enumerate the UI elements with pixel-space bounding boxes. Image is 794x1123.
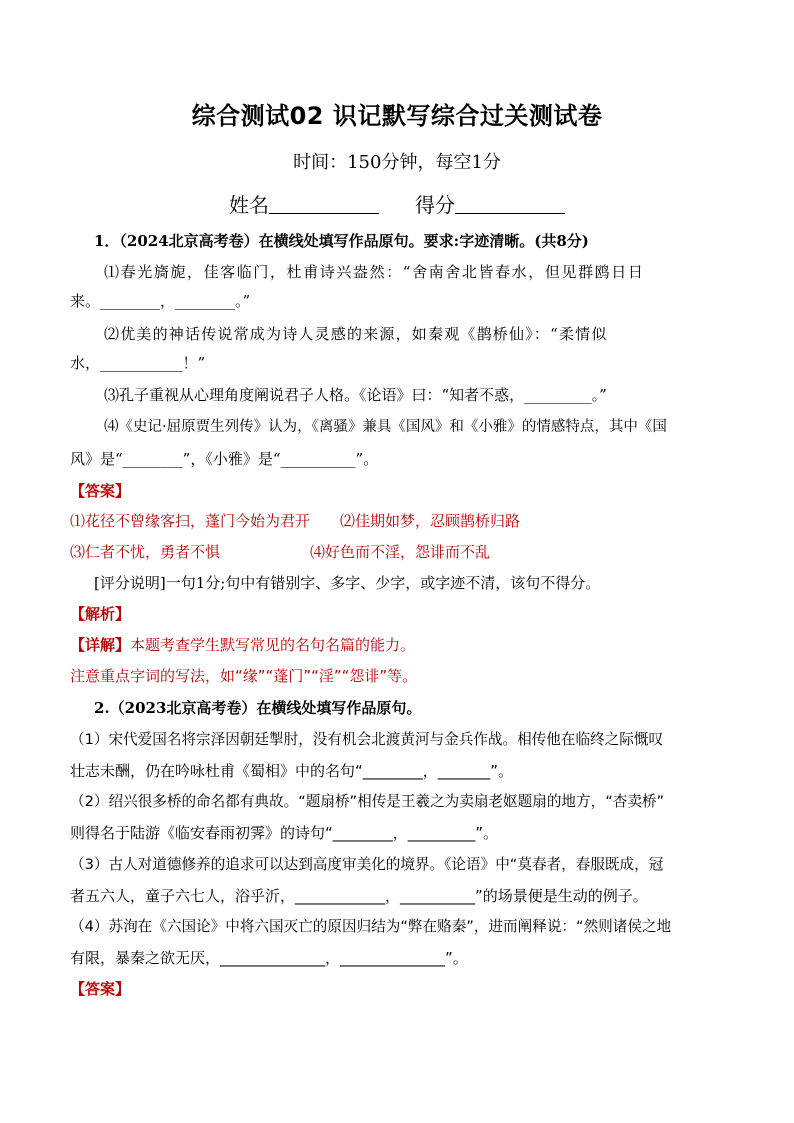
q1-detail xyxy=(70,635,730,655)
q1-answer-line1: ⑴花径不曾缘客扫，蓬门今始为君开 ⑵佳期如梦，忍顾鹊桥归路 xyxy=(70,512,521,530)
q1-analysis-tag: 【解析】 xyxy=(70,605,131,623)
q1-detail-text: 本题考查学生默写常见的名句名篇的能力。 xyxy=(130,636,416,654)
score-blank[interactable] xyxy=(455,193,565,214)
q1-part4-line1: ⑷《史记·屈原贾生列传》认为，《离骚》兼具《国风》和《小雅》的情感特点，其中《国 xyxy=(104,419,667,435)
q1-answer-tag: 【答案】 xyxy=(70,482,131,500)
time-info: 时间：150分钟，每空1分 xyxy=(293,152,501,173)
q1-scoring-note: [评分说明]一句1分;句中有错别字、多字、少字，或字迹不清，该句不得分。 xyxy=(94,574,601,592)
q2-stem: 2.（2023北京高考卷）在横线处填写作品原句。 xyxy=(94,699,422,717)
name-label: 姓名 xyxy=(229,193,269,217)
q1-answer-line2: ⑶仁者不忧，勇者不惧 ⑷好色而不淫，怨诽而不乱 xyxy=(70,543,491,561)
q2-part4-line1: （4）苏洵在《六国论》中将六国灭亡的原因归结为“弊在赂秦”，进而阐释说：“然则诸侯之地 xyxy=(70,918,672,935)
q2-answer-tag: 【答案】 xyxy=(70,980,131,998)
q1-part3: ⑶孔子重视从心理角度阐说君子人格。《论语》曰：“知者不惑，_________。” xyxy=(104,386,607,404)
q2-part1-line2: 壮志未酬，仍在吟咏杜甫《蜀相》中的名句“________，_______”。 xyxy=(70,762,514,780)
q1-part2-line2: 水，___________！” xyxy=(70,354,206,372)
name-score-row xyxy=(0,189,794,218)
q1-part1-line1: ⑴春光旖旎，佳客临门，杜甫诗兴盎然：“舍南舍北皆春水，但见群鸥日日 xyxy=(104,263,645,281)
q2-part3-line2: 者五六人，童子六七人，浴乎沂，____________，__________”的场景便是生动的例子。 xyxy=(70,887,648,905)
page-title: 综合测试02 识记默写综合过关测试卷 xyxy=(191,102,603,130)
q1-part1-line2: 来。________，________。” xyxy=(70,292,251,310)
name-blank[interactable] xyxy=(269,193,379,214)
score-label: 得分 xyxy=(415,193,455,217)
q1-stem: 1．（2024北京高考卷）在横线处填写作品原句。要求:字迹清晰。(共8分) xyxy=(94,232,589,250)
q2-part3-line1: （3）古人对道德修养的追求可以达到高度审美化的境界。《论语》中“莫春者，春服既成，冠 xyxy=(70,856,664,873)
q1-detail-tag: 【详解】 xyxy=(70,636,131,654)
q2-part2-line1: （2）绍兴很多桥的命名都有典故。“题扇桥”相传是王羲之为卖扇老妪题扇的地方，“杏卖桥” xyxy=(70,793,665,810)
q1-part4-line2: 风》是“________”，《小雅》是“__________”。 xyxy=(70,450,379,468)
q1-note: 注意重点字词的写法，如“缘”“蓬门”“淫”“怨诽”等。 xyxy=(70,667,418,685)
q2-part1-line1: （1）宋代爱国名将宗泽因朝廷掣肘，没有机会北渡黄河与金兵作战。相传他在临终之际慨叹 xyxy=(70,731,664,748)
q1-part2-line1: ⑵优美的神话传说常成为诗人灵感的来源，如秦观《鹊桥仙》：“柔情似 xyxy=(104,325,608,343)
q2-part4-line2: 有限，暴秦之欲无厌，______________，______________”。 xyxy=(70,949,468,967)
q2-part2-line2: 则得名于陆游《临安春雨初霁》的诗句“________，_________”。 xyxy=(70,824,499,842)
